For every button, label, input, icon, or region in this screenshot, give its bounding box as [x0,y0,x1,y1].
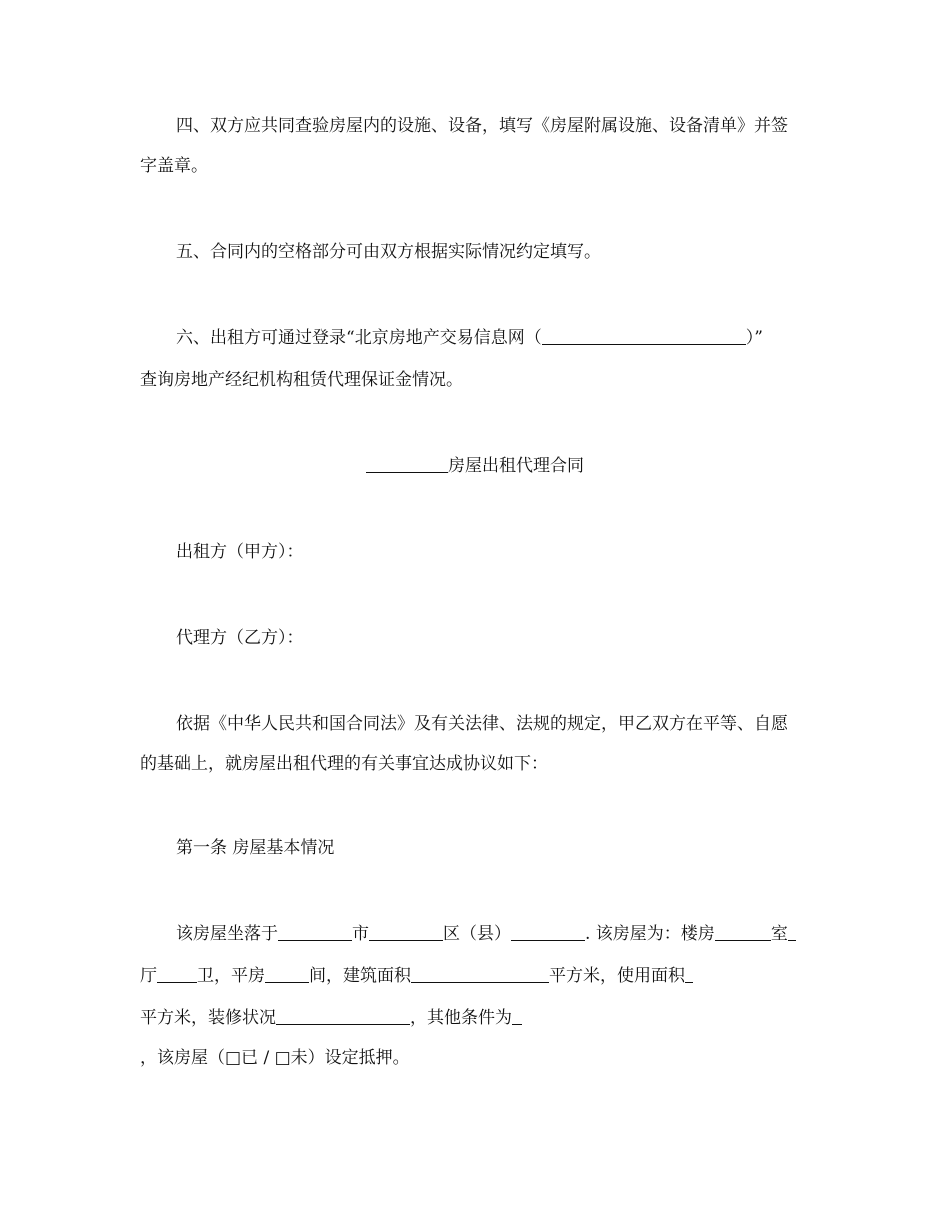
preamble-line1 [176,706,788,742]
item4-text-1: 四、双方应共同查验房屋内的设施、设备，填写《房屋附属设施、设备清单》并签 [176,116,788,136]
bungalow-rooms-blank[interactable] [265,964,309,983]
decoration-blank[interactable] [276,1006,410,1025]
party-a-line [176,534,304,570]
bath-count-blank[interactable] [157,964,197,983]
item5-line [176,234,601,270]
item5-text: 五、合同内的空格部分可由双方根据实际情况约定填写。 [176,242,601,262]
article1-heading-text: 第一条 房屋基本情况 [176,838,335,858]
item6-suffix: ）” [745,328,763,348]
item6-prefix: 六、出租方可通过登录“北京房地产交易信息网（ [176,328,542,348]
item4-line1 [176,108,788,144]
building-type-prefix: . 该房屋为：楼房 [585,924,715,944]
use-area-blank[interactable] [685,964,693,983]
article1-line1 [176,916,796,952]
article1-line4 [140,1040,410,1076]
decoration-label: 平方米，装修状况 [140,1008,276,1028]
contract-title-text: 房屋出租代理合同 [448,456,584,476]
article1-line2 [140,958,693,994]
other-conditions-blank[interactable] [512,1006,522,1025]
item4-line2 [140,148,208,184]
city-blank[interactable] [278,922,352,941]
party-a-label: 出租方（甲方）： [176,542,304,562]
district-blank[interactable] [369,922,443,941]
hall-label: 厅 [140,966,157,986]
bath-label: 卫，平房 [197,966,265,986]
located-prefix: 该房屋坐落于 [176,924,278,944]
use-area-label: 平方米，使用面积 [549,966,685,986]
room-label: 室 [770,924,788,944]
street-blank[interactable] [511,922,585,941]
preamble-text-1: 依据《中华人民共和国合同法》及有关法律、法规的规定，甲乙双方在平等、自愿 [176,714,788,734]
contract-title-blank[interactable] [366,454,448,473]
item6-text-2: 查询房地产经纪机构租赁代理保证金情况。 [140,370,463,390]
item4-text-2: 字盖章。 [140,156,208,176]
rooms-unit-label: 间，建筑面积 [309,966,411,986]
article1-line3 [140,1000,522,1036]
city-label: 市 [352,924,369,944]
contract-title [0,448,950,484]
room-trailing-blank[interactable] [788,922,796,941]
website-blank[interactable] [542,326,746,345]
preamble-text-2: 的基础上，就房屋出租代理的有关事宜达成协议如下： [140,754,548,774]
building-area-blank[interactable] [411,964,549,983]
party-b-label: 代理方（乙方）： [176,628,304,648]
room-count-blank[interactable] [715,922,771,941]
article1-heading [176,830,334,866]
item6-line1 [176,320,763,356]
preamble-line2 [140,746,548,782]
other-conditions-label: ，其他条件为 [410,1008,512,1028]
party-b-line [176,620,304,656]
mortgage-text: ，该房屋（□已 / □未）设定抵押。 [140,1048,410,1068]
item6-line2 [140,362,463,398]
district-label: 区（县） [443,924,511,944]
